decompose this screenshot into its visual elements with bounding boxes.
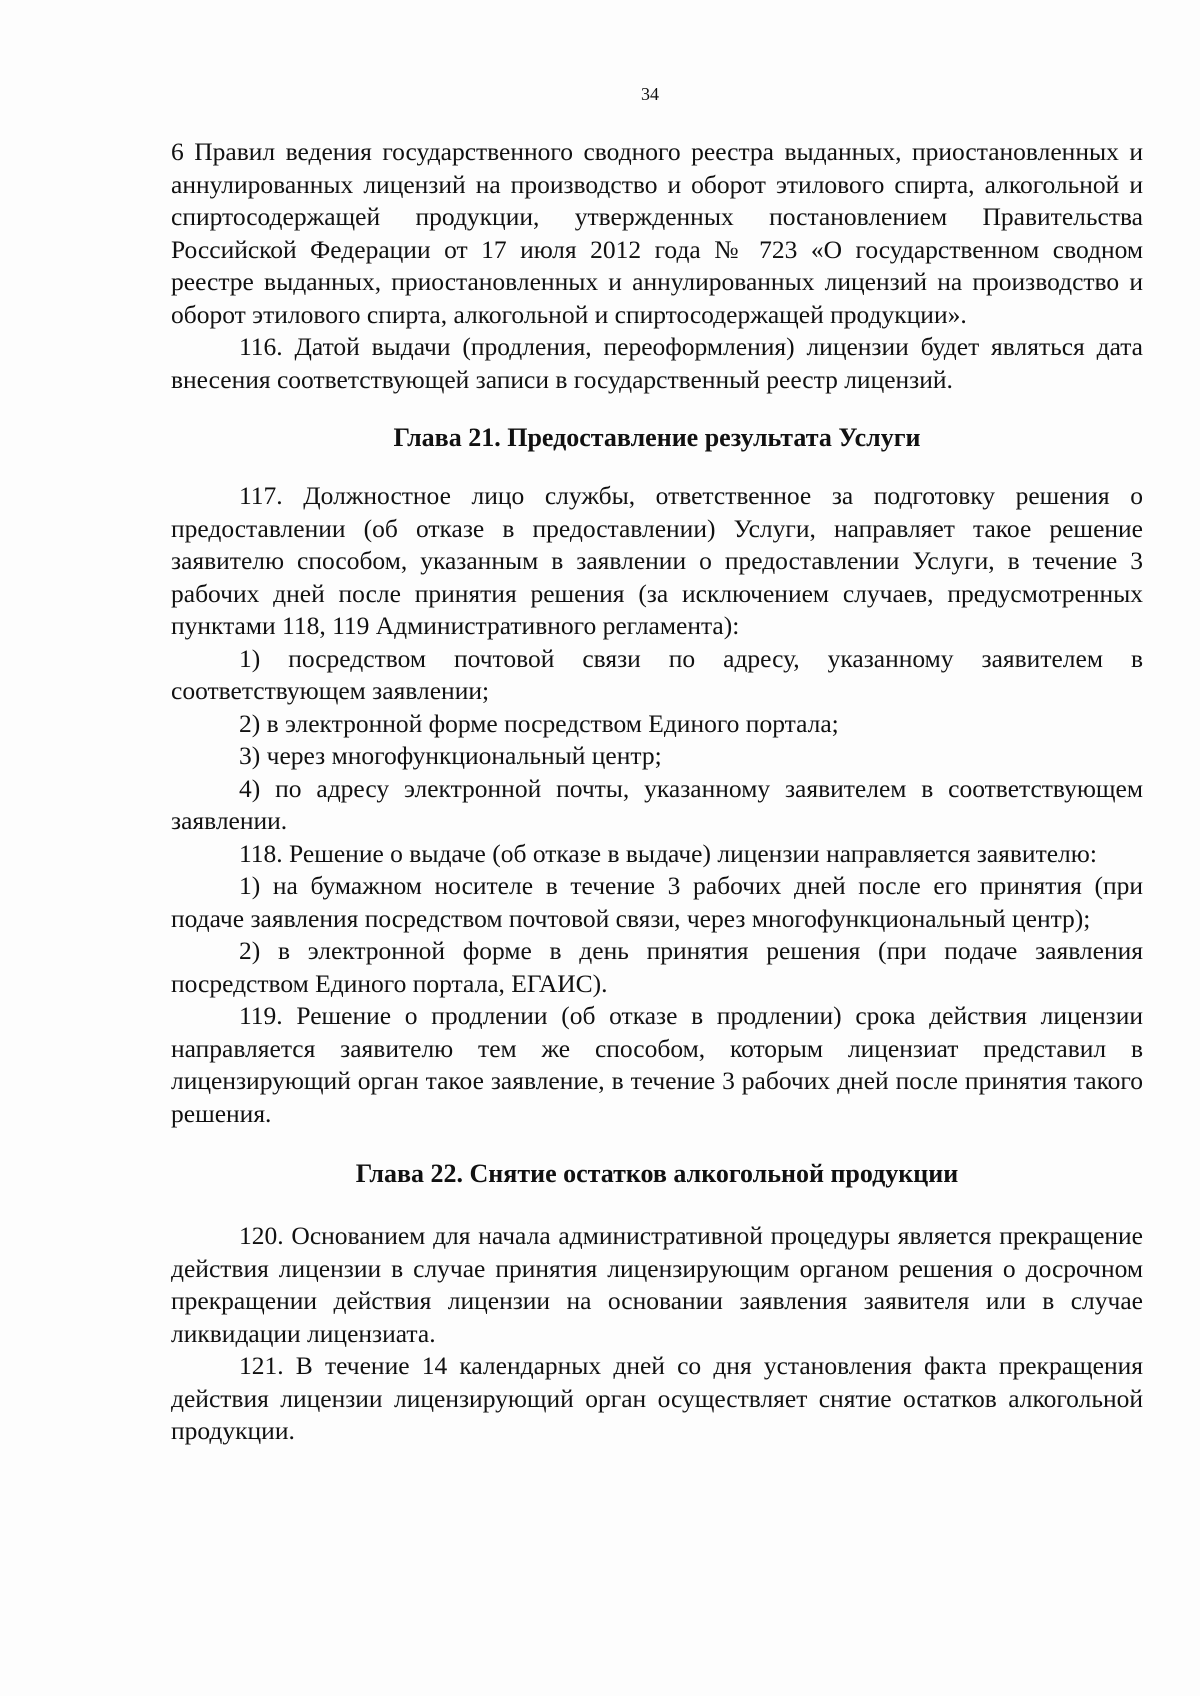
chapter-21-heading: Глава 21. Предоставление результата Услуги	[393, 423, 921, 452]
page-number: 34	[641, 84, 659, 104]
paragraph-117: 117. Должностное лицо службы, ответственное за подготовку решения о предоставлении (об отказе в предоставлении) Услуги, направляет такое решение заявителю способом, указанным в заявлении о предоставлении Услуги, в течение 3 рабочих дней после принятия решения (за исключением случаев, предусмотренных пунктами 118, 119 Административного регламента):	[171, 481, 1143, 640]
list-item-117-3: 3) через многофункциональный центр;	[239, 741, 662, 770]
list-item-117-4: 4) по адресу электронной почты, указанному заявителем в соответствующем заявлении.	[171, 773, 1143, 835]
list-item-118-1: 1) на бумажном носителе в течение 3 рабочих дней после его принятия (при подаче заявления посредством почтовой связи, через многофункциональный центр);	[171, 871, 1143, 933]
chapter-22-heading: Глава 22. Снятие остатков алкогольной продукции	[355, 1159, 959, 1188]
document-body	[171, 136, 1143, 1448]
paragraph-116: 116. Датой выдачи (продления, переоформления) лицензии будет являться дата внесения соответствующей записи в государственный реестр лицензий.	[171, 332, 1143, 394]
paragraph-120: 120. Основанием для начала административной процедуры является прекращение действия лицензии в случае принятия лицензирующим органом решения о досрочном прекращении действия лицензии на основании заявления заявителя или в случае ликвидации лицензиата.	[171, 1221, 1143, 1348]
list-item-117-2: 2) в электронной форме посредством Единого портала;	[239, 708, 839, 738]
paragraph-118: 118. Решение о выдаче (об отказе в выдаче) лицензии направляется заявителю:	[239, 838, 1097, 868]
list-item-117-1: 1) посредством почтовой связи по адресу, указанному заявителем в соответствующем заявлении;	[171, 643, 1143, 705]
paragraph-121: 121. В течение 14 календарных дней со дня установления факта прекращения действия лицензии лицензирующий орган осуществляет снятие остатков алкогольной продукции.	[171, 1351, 1143, 1445]
paragraph-continuation: 6 Правил ведения государственного сводного реестра выданных, приостановленных и аннулированных лицензий на производство и оборот этилового спирта, алкогольной и спиртосодержащей продукции, утвержденных постановлением Правительства Российской Федерации от 17 июля 2012 года № 723 «О государственном сводном реестре выданных, приостановленных и аннулированных лицензий на производство и оборот этилового спирта, алкогольной и спиртосодержащей продукции».	[171, 137, 1143, 329]
paragraph-119: 119. Решение о продлении (об отказе в продлении) срока действия лицензии направляется заявителю тем же способом, которым лицензиат представил в лицензирующий орган такое заявление, в течение 3 рабочих дней после принятия такого решения.	[171, 1001, 1143, 1128]
list-item-118-2: 2) в электронной форме в день принятия решения (при подаче заявления посредством Единого портала, ЕГАИС).	[171, 936, 1143, 998]
